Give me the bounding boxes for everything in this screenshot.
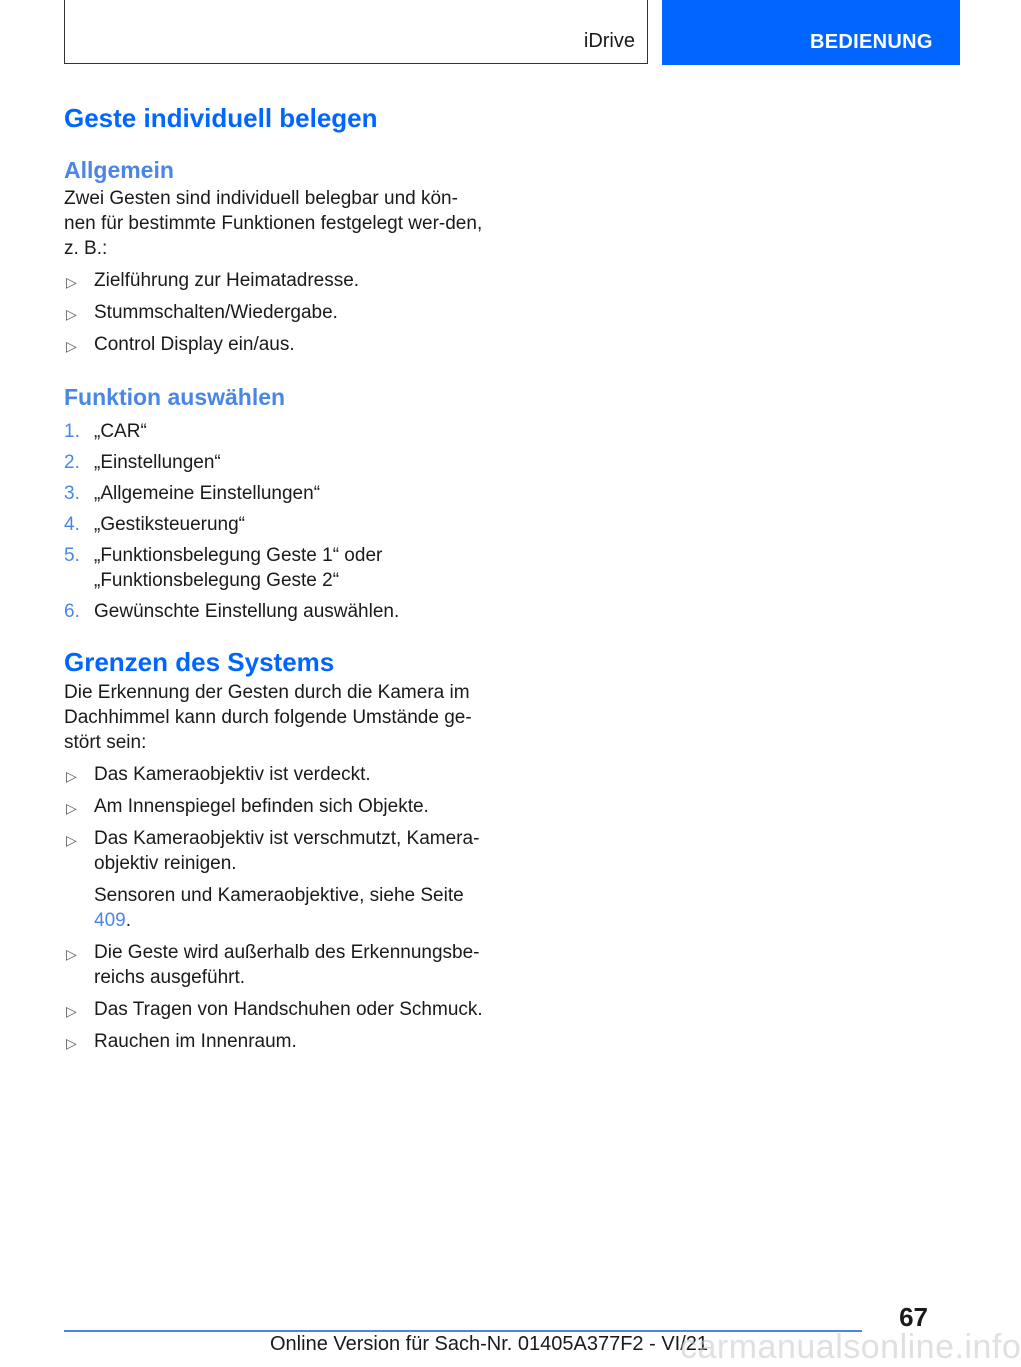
header-title: iDrive <box>583 30 635 52</box>
step-item: 3. „Allgemeine Einstellungen“ <box>64 483 321 504</box>
step-item: 4. „Gestiksteuerung“ <box>64 514 246 535</box>
cross-reference: Sensoren und Kameraobjektive, siehe Seite 409. <box>94 885 464 931</box>
triangle-bullet-icon: ▷ <box>66 306 77 322</box>
triangle-bullet-icon: ▷ <box>66 1035 77 1051</box>
triangle-bullet-icon: ▷ <box>66 946 77 962</box>
triangle-bullet-icon: ▷ <box>66 768 77 784</box>
list-item: ▷ Stummschalten/Wiedergabe. <box>64 300 484 325</box>
heading-allgemein: Allgemein <box>64 157 174 183</box>
watermark: carmanualsonline.info <box>680 1328 1021 1366</box>
allgemein-intro: Zwei Gesten sind individuell belegbar und kön-nen für bestimmte Funktionen festgelegt wer-den, z. B.: <box>64 188 483 259</box>
list-item: ▷ Die Geste wird außerhalb des Erkennungsbe-reichs ausgeführt. <box>66 942 480 988</box>
grenzen-intro: Die Erkennung der Gesten durch die Kamera im Dachhimmel kann durch folgende Umstände ge-stört sein: <box>64 682 472 753</box>
triangle-bullet-icon: ▷ <box>66 832 77 848</box>
list-item: ▷ Am Innenspiegel befinden sich Objekte. <box>64 794 484 819</box>
list-item: ▷ Das Kameraobjektiv ist verschmutzt, Kamera-objektiv reinigen. Sensoren und Kameraobjektive, siehe Seite 409. <box>64 826 484 933</box>
funktion-steps <box>64 419 484 624</box>
step-item: 1. „CAR“ <box>64 421 147 442</box>
page-link-409[interactable]: 409 <box>94 910 126 931</box>
page-number: 67 <box>899 1302 928 1332</box>
list-item: ▷ Zielführung zur Heimatadresse. <box>64 268 484 293</box>
list-item: ▷ Das Tragen von Handschuhen oder Schmuck. <box>64 997 484 1022</box>
step-item: 2. „Einstellungen“ <box>64 452 221 473</box>
list-item: ▷ Das Kameraobjektiv ist verdeckt. <box>64 762 484 787</box>
triangle-bullet-icon: ▷ <box>66 338 77 354</box>
section-title: Geste individuell belegen <box>64 103 378 133</box>
header-box <box>64 0 648 64</box>
triangle-bullet-icon: ▷ <box>66 1003 77 1019</box>
triangle-bullet-icon: ▷ <box>66 800 77 816</box>
grenzen-list <box>64 762 484 1054</box>
list-item: ▷ Control Display ein/aus. <box>64 332 484 357</box>
triangle-bullet-icon: ▷ <box>66 274 77 290</box>
header-tab-bedienung: BEDIENUNG <box>662 0 960 65</box>
footer-text: Online Version für Sach-Nr. 01405A377F2 - VI/21 <box>270 1333 709 1355</box>
list-item: ▷ Rauchen im Innenraum. <box>64 1029 484 1054</box>
allgemein-list <box>64 268 484 357</box>
heading-grenzen: Grenzen des Systems <box>64 647 335 677</box>
page-content <box>64 100 484 1054</box>
step-item: 5. „Funktionsbelegung Geste 1“ oder „Funktionsbelegung Geste 2“ <box>64 545 383 591</box>
step-item: 6. Gewünschte Einstellung auswählen. <box>64 601 400 622</box>
heading-funktion: Funktion auswählen <box>64 384 286 410</box>
